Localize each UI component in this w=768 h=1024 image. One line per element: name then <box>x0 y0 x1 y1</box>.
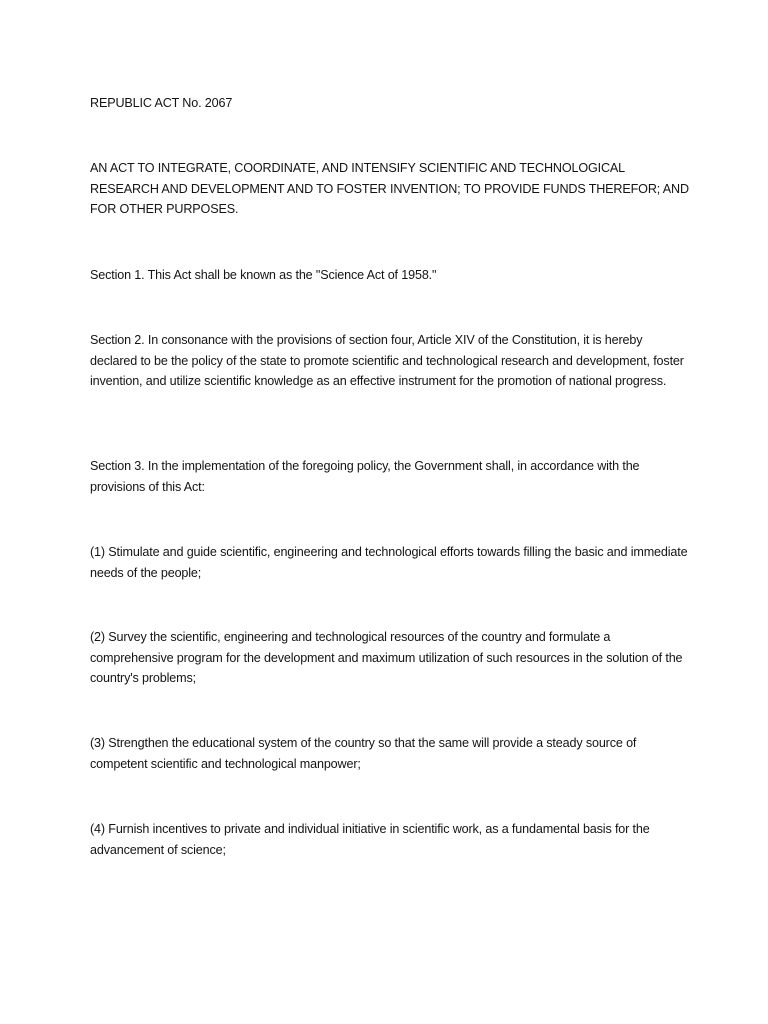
act-number-heading: REPUBLIC ACT No. 2067 <box>90 96 233 110</box>
list-item-4: (4) Furnish incentives to private and individual initiative in scientific work, as a fundamental basis for the advancement of science; <box>90 822 650 857</box>
section-1: Section 1. This Act shall be known as the "Science Act of 1958." <box>90 268 437 282</box>
list-item-3: (3) Strengthen the educational system of the country so that the same will provide a steady source of competent scientific and technological manpower; <box>90 736 637 771</box>
section-2: Section 2. In consonance with the provisions of section four, Article XIV of the Constitution, it is hereby declared to be the policy of the state to promote scientific and technological research and development, foster invention, and utilize scientific knowledge as an effective instrument for the promotion of national progress. <box>90 333 684 388</box>
section-3: Section 3. In the implementation of the foregoing policy, the Government shall, in accordance with the provisions of this Act: <box>90 459 640 494</box>
list-item-2: (2) Survey the scientific, engineering and technological resources of the country and formulate a comprehensive program for the development and maximum utilization of such resources in the solution of the country's problems; <box>90 630 683 685</box>
list-item-1: (1) Stimulate and guide scientific, engineering and technological efforts towards filling the basic and immediate needs of the people; <box>90 545 688 580</box>
act-title: AN ACT TO INTEGRATE, COORDINATE, AND INTENSIFY SCIENTIFIC AND TECHNOLOGICAL RESEARCH AND DEVELOPMENT AND TO FOSTER INVENTION; TO PROVIDE FUNDS THEREFOR; AND FOR OTHER PURPOSES. <box>90 161 689 216</box>
